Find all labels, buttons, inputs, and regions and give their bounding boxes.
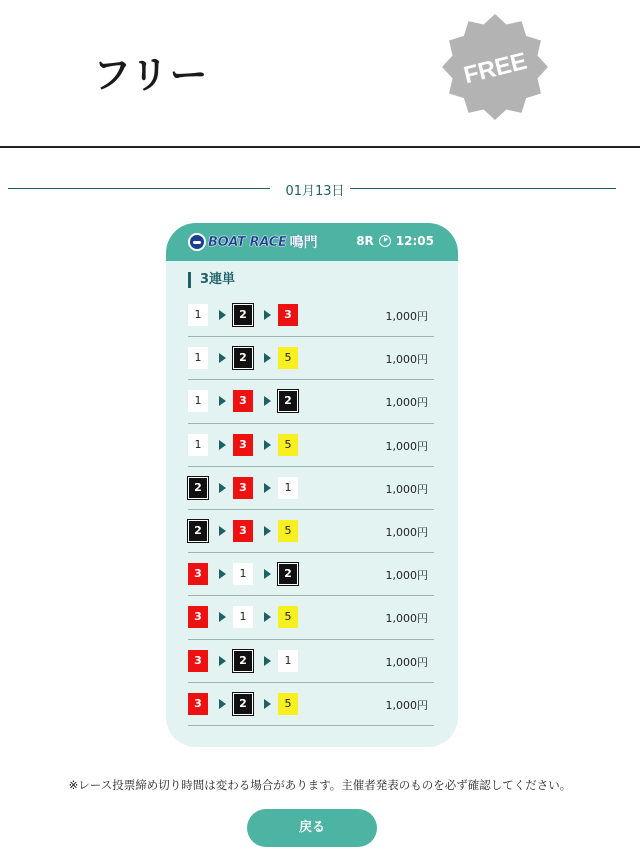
race-info [356, 234, 434, 248]
arrow-right-icon [264, 699, 271, 709]
boat-number-5: 5 [278, 520, 298, 542]
boat-number-2: 2 [233, 693, 253, 715]
arrow-right-icon [264, 440, 271, 450]
boat-number-3: 3 [188, 650, 208, 672]
arrow-right-icon [219, 310, 226, 320]
arrow-right-icon [219, 396, 226, 406]
free-badge-label: FREE [461, 47, 530, 90]
arrow-right-icon [219, 612, 226, 622]
divider-line-left [8, 188, 270, 189]
bet-amount: 1,000円 [385, 396, 428, 410]
boat-number-3: 3 [233, 390, 253, 412]
bet-row [188, 294, 434, 337]
arrow-right-icon [264, 526, 271, 536]
arrow-right-icon [219, 440, 226, 450]
arrow-right-icon [264, 612, 271, 622]
prediction-card [166, 223, 458, 747]
arrow-right-icon [264, 310, 271, 320]
page-title: フリー [93, 53, 209, 97]
boatrace-mark-icon [188, 233, 206, 251]
venue-name: 鳴門 [289, 235, 318, 251]
boat-number-5: 5 [278, 434, 298, 456]
bet-row [188, 510, 434, 553]
starburst-badge-icon [440, 12, 550, 122]
boat-number-3: 3 [233, 520, 253, 542]
boat-number-2: 2 [188, 477, 208, 499]
bet-amount: 1,000円 [385, 439, 428, 453]
boat-number-2: 2 [188, 520, 208, 542]
bet-amount: 1,000円 [385, 525, 428, 539]
bet-amount: 1,000円 [385, 482, 428, 496]
divider-line-right [350, 188, 616, 189]
page-header [0, 0, 640, 148]
arrow-right-icon [219, 699, 226, 709]
arrow-right-icon [219, 483, 226, 493]
bet-row [188, 553, 434, 596]
boat-number-1: 1 [278, 650, 298, 672]
boat-number-1: 1 [278, 477, 298, 499]
boat-number-2: 2 [278, 390, 298, 412]
bet-amount: 1,000円 [385, 569, 428, 583]
bet-amount: 1,000円 [385, 353, 428, 367]
arrow-right-icon [264, 656, 271, 666]
boat-number-2: 2 [233, 304, 253, 326]
bet-list [188, 294, 434, 726]
bet-row [188, 337, 434, 380]
bet-amount: 1,000円 [385, 612, 428, 626]
race-number: 8R [356, 234, 374, 248]
boat-number-2: 2 [278, 563, 298, 585]
bet-row [188, 596, 434, 639]
clock-icon [379, 235, 391, 247]
card-header [166, 223, 458, 261]
bet-row [188, 380, 434, 423]
boat-number-3: 3 [188, 563, 208, 585]
bet-amount: 1,000円 [385, 310, 428, 323]
boat-number-3: 3 [188, 693, 208, 715]
boat-number-3: 3 [233, 477, 253, 499]
arrow-right-icon [264, 483, 271, 493]
boat-number-3: 3 [233, 434, 253, 456]
boat-number-3: 3 [278, 304, 298, 326]
boat-number-1: 1 [233, 563, 253, 585]
back-button[interactable]: 戻る [247, 809, 377, 847]
boat-number-5: 5 [278, 693, 298, 715]
bet-row [188, 683, 434, 726]
arrow-right-icon [264, 396, 271, 406]
date-divider [8, 178, 616, 200]
race-time: 12:05 [395, 234, 434, 248]
boat-number-1: 1 [188, 304, 208, 326]
bet-row [188, 467, 434, 510]
arrow-right-icon [219, 526, 226, 536]
bet-type-label: 3連単 [188, 272, 235, 288]
bet-amount: 1,000円 [385, 655, 428, 669]
arrow-right-icon [264, 353, 271, 363]
boat-number-2: 2 [233, 347, 253, 369]
arrow-right-icon [264, 569, 271, 579]
boat-number-1: 1 [233, 606, 253, 628]
free-badge [440, 12, 550, 122]
boatrace-logo [188, 232, 318, 252]
boat-number-2: 2 [233, 650, 253, 672]
boat-number-5: 5 [278, 606, 298, 628]
arrow-right-icon [219, 656, 226, 666]
deadline-notice: ※レース投票締め切り時間は変わる場合があります。主催者発表のものを必ず確認してください。 [68, 778, 572, 792]
date-label: 01月13日 [285, 184, 345, 199]
arrow-right-icon [219, 569, 226, 579]
arrow-right-icon [219, 353, 226, 363]
boat-number-1: 1 [188, 390, 208, 412]
boat-number-5: 5 [278, 347, 298, 369]
boat-number-3: 3 [188, 606, 208, 628]
bet-row [188, 640, 434, 683]
boat-number-1: 1 [188, 434, 208, 456]
bet-amount: 1,000円 [385, 698, 428, 712]
boat-number-1: 1 [188, 347, 208, 369]
boatrace-logo-text: BOAT RACE [208, 234, 287, 250]
bet-row [188, 424, 434, 467]
